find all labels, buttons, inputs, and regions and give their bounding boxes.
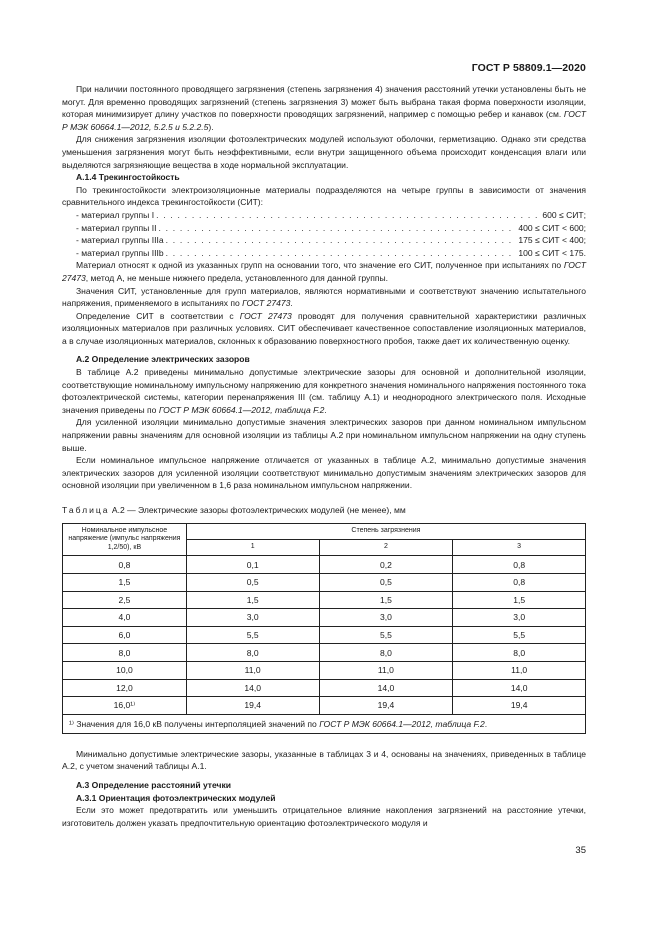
table-row: 6,0 5,5 5,5 5,5 [63, 626, 586, 644]
page-number: 35 [575, 845, 586, 856]
column-header-degree-1: 1 [186, 539, 319, 555]
standard-reference: ГОСТ Р МЭК 60664.1—2012, таблица F.2 [158, 404, 325, 415]
standard-reference: ГОСТ 27473 [239, 310, 292, 321]
heading-a3: А.3 Определение расстояний утечки [76, 779, 232, 790]
heading-a14: А.1.4 Трекингостойкость [76, 172, 180, 183]
material-group-row: - материал группы II . . . 400 ≤ СИТ < 600; [76, 222, 586, 235]
paragraph-other-voltages: Если номинальное импульсное напряжение отличается от указанных в таблице А.2, минимально допустимые значения электрических зазоров для усиленной изоляции соответствуют минимально допустимым значениям электрических зазоров для основной изоляции при увеличенном в 1,6 раза номинальном импульсном напряжении. [62, 455, 586, 491]
standard-reference: ГОСТ 27473 [62, 260, 586, 283]
table-footnote: ¹⁾ Значения для 16,0 кВ получены интерполяцией значений по ГОСТ Р МЭК 60664.1—2012, таблица F.2. [63, 714, 586, 733]
column-header-pollution-degree: Степень загрязнения [186, 523, 585, 539]
paragraph-clearances-table: В таблице А.2 приведены минимально допустимые электрические зазоры для основной и дополнительной изоляции, соответствующие номинальному импульсному напряжению для конкретного значения номинального напряжения постоянного тока фотоэлектрической системы, категории перенапряжения III (см. таблицу А.1) и неоднородного электрического поля. Исходные значения приведены по ГОСТ Р МЭК 60664.1—2012, таблица F.2. [62, 367, 586, 415]
heading-a2: А.2 Определение электрических зазоров [76, 354, 250, 365]
table-row: 4,0 3,0 3,0 3,0 [63, 609, 586, 627]
table-row: 16,0¹⁾ 19,4 19,4 19,4 [63, 697, 586, 715]
standard-reference: ГОСТ 27473 [242, 298, 291, 309]
paragraph-cti-comparison: Определение СИТ в соответствии с ГОСТ 27473 проводят для получения сравнительной характеристики различных изоляционных материалов при различных условиях. СИТ обеспечивает качественное сопоставление изоляционных материалов, а в случае изоляционных материалов, склонных к образованию поверхностного пробоя, также дает их количественную оценку. [62, 310, 586, 346]
table-row: 0,8 0,1 0,2 0,8 [63, 556, 586, 574]
column-header-degree-2: 2 [319, 539, 453, 555]
paragraph-module-orientation: Если это может предотвратить или уменьшить отрицательное влияние накопления загрязнений на расстояние утечки, изготовитель должен указать предпочтительную ориентацию фотоэлектрического модуля и [62, 805, 586, 828]
paragraph-material-assignment: Материал относят к одной из указанных групп на основании того, что значение его СИТ, полученное при испытаниях по ГОСТ 27473, метод А, не меньше нижнего предела, установленного для данной группы. [62, 260, 586, 283]
table-row: 8,0 8,0 8,0 8,0 [63, 644, 586, 662]
column-header-degree-3: 3 [453, 539, 586, 555]
heading-a31: А.3.1 Ориентация фотоэлектрических модулей [76, 792, 276, 803]
document-body [62, 83, 586, 829]
table-caption: Таблица А.2 — Электрические зазоры фотоэлектрических модулей (не менее), мм [62, 505, 406, 515]
table-footnote-row [63, 714, 586, 733]
paragraph-enclosures: Для снижения загрязнения изоляции фотоэлектрических модулей используют оболочки, герметизацию. Однако эти средства уменьшения загрязнения могут быть неэффективными, если внутри защищенного объема происходит конденсация влаги или выделяются загрязняющие вещества в ходе нормальной эксплуатации. [62, 134, 586, 170]
table-row: 12,0 14,0 14,0 14,0 [63, 679, 586, 697]
paragraph-tracking-intro: По трекингостойкости электроизоляционные материалы подразделяются на четыре группы в зависимости от значения сравнительного индекса трекингостойкости (СИТ): [62, 184, 586, 208]
paragraph-cti-normative: Значения СИТ, установленные для групп материалов, являются нормативными и соответствуют значению испытательного напряжения, применяемого в испытаниях по ГОСТ 27473. [62, 285, 586, 309]
paragraph-reinforced-insulation: Для усиленной изоляции минимально допустимые значения электрических зазоров при данном номинальном импульсном напряжении равны значениям для основной изоляции из таблицы А.2 при номинальном импульсном напряжении на одну ступень выше. [62, 417, 586, 453]
table-row: 10,0 11,0 11,0 11,0 [63, 661, 586, 679]
standard-reference: ГОСТ Р МЭК 60664.1—2012, таблица F.2 [319, 718, 485, 729]
column-header-voltage: Номинальное импульсное напряжение (импульс напряжения 1,2/50), кВ [63, 523, 187, 556]
material-group-row: - материал группы IIIa . . . 175 ≤ СИТ < 400; [76, 234, 586, 247]
paragraph-after-table: Минимально допустимые электрические зазоры, указанные в таблицах 3 и 4, основаны на значениях, приведенных в таблице А.2, с учетом значений таблицы А.1. [62, 748, 586, 772]
material-group-row: - материал группы I . . . 600 ≤ СИТ; [76, 209, 586, 222]
standard-reference: ГОСТ Р МЭК 60664.1—2012, 5.2.5 и 5.2.2.5 [62, 109, 587, 132]
paragraph-pollution-degree: При наличии постоянного проводящего загрязнения (степень загрязнения 4) значения расстояний утечки установлены быть не могут. Для временно проводящих загрязнений (степень загрязнения 3) может быть выбрана такая форма поверхности изоляции, которая минимизирует длину участков по поверхности проводящих загрязнений, например с помощью ребер и канавок (см. ГОСТ Р МЭК 60664.1—2012, 5.2.5 и 5.2.2.5). [62, 84, 587, 132]
material-group-row: - материал группы IIIb . . . 100 ≤ СИТ < 175. [76, 247, 586, 260]
clearances-table [62, 523, 586, 734]
table-row: 2,5 1,5 1,5 1,5 [63, 591, 586, 609]
document-id-header: ГОСТ Р 58809.1—2020 [471, 62, 586, 74]
table-row: 1,5 0,5 0,5 0,8 [63, 573, 586, 591]
